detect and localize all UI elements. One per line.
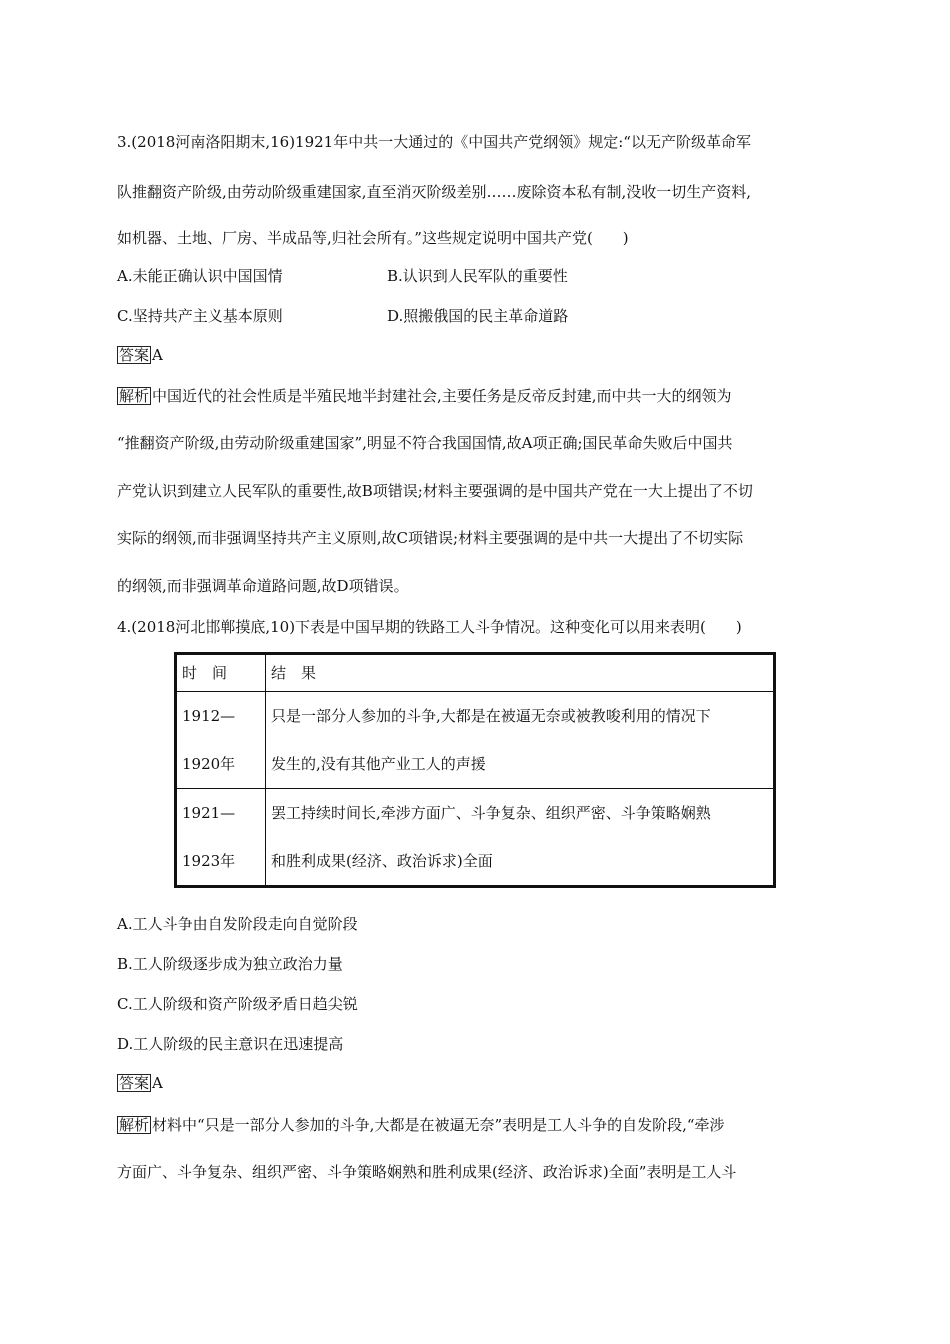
table-cell-time (176, 692, 266, 789)
q3-answer (117, 345, 163, 365)
table-header-time: 时 间 (176, 654, 266, 692)
table-header-result: 结 果 (266, 654, 775, 692)
result-line: 和胜利成果(经济、政治诉求)全面 (271, 852, 493, 870)
table-cell-result (266, 789, 775, 887)
q4-option-b: B.工人阶级逐步成为独立政治力量 (117, 955, 343, 973)
strike-table (174, 652, 776, 888)
q3-stem-line-2: 队推翻资产阶级,由劳动阶级重建国家,直至消灭阶级差别……废除资本私有制,没收一切生产资料, (117, 183, 752, 201)
table-row (176, 692, 775, 789)
q3-answer-value: A (152, 346, 163, 364)
q3-option-c: C.坚持共产主义基本原则 (117, 307, 283, 325)
q3-analysis-line-2: “推翻资产阶级,由劳动阶级重建国家”,明显不符合我国国情,故A项正确;国民革命失败后中国共 (117, 434, 733, 452)
q4-stem-line: 4.(2018河北邯郸摸底,10)下表是中国早期的铁路工人斗争情况。这种变化可以用来表明( ) (117, 618, 742, 636)
table-header-row (176, 654, 775, 692)
answer-tag: 答案 (119, 346, 150, 364)
q3-analysis-line-4: 实际的纲领,而非强调坚持共产主义原则,故C项错误;材料主要强调的是中共一大提出了不切实际 (117, 529, 744, 547)
result-line: 罢工持续时间长,牵涉方面广、斗争复杂、组织严密、斗争策略娴熟 (271, 804, 711, 822)
time-end: 1920年 (182, 755, 236, 773)
table-cell-result (266, 692, 775, 789)
result-line: 发生的,没有其他产业工人的声援 (271, 755, 486, 773)
q3-analysis-line-5: 的纲领,而非强调革命道路问题,故D项错误。 (117, 577, 409, 595)
q4-option-c: C.工人阶级和资产阶级矛盾日趋尖锐 (117, 995, 358, 1013)
q4-option-a: A.工人斗争由自发阶段走向自觉阶段 (117, 915, 358, 933)
time-start: 1921— (182, 804, 236, 822)
q4-analysis-line-2: 方面广、斗争复杂、组织严密、斗争策略娴熟和胜利成果(经济、政治诉求)全面”表明是工人斗 (117, 1163, 737, 1181)
answer-tag: 答案 (119, 1074, 150, 1092)
q3-option-d: D.照搬俄国的民主革命道路 (387, 307, 569, 325)
analysis-tag: 解析 (119, 387, 150, 405)
table-cell-time (176, 789, 266, 887)
q3-analysis-line-1 (117, 386, 732, 406)
q4-analysis-line-1 (117, 1115, 725, 1135)
q3-stem-line-3: 如机器、土地、厂房、半成品等,归社会所有。”这些规定说明中国共产党( ) (117, 229, 629, 247)
q4-analysis-text-1: 材料中“只是一部分人参加的斗争,大都是在被逼无奈”表明是工人斗争的自发阶段,“牵涉 (152, 1116, 725, 1134)
q3-analysis-line-3: 产党认识到建立人民军队的重要性,故B项错误;材料主要强调的是中国共产党在一大上提出了不切 (117, 482, 753, 500)
q4-answer (117, 1073, 163, 1093)
result-line: 只是一部分人参加的斗争,大都是在被逼无奈或被教唆利用的情况下 (271, 707, 711, 725)
q3-stem-line-1: 3.(2018河南洛阳期末,16)1921年中共一大通过的《中国共产党纲领》规定:“以无产阶级革命军 (117, 133, 751, 151)
q3-option-a: A.未能正确认识中国国情 (117, 267, 283, 285)
table-row (176, 789, 775, 887)
q4-answer-value: A (152, 1074, 163, 1092)
time-end: 1923年 (182, 852, 236, 870)
analysis-tag: 解析 (119, 1116, 150, 1134)
q4-option-d: D.工人阶级的民主意识在迅速提高 (117, 1035, 344, 1053)
q3-analysis-text-1: 中国近代的社会性质是半殖民地半封建社会,主要任务是反帝反封建,而中共一大的纲领为 (152, 387, 732, 405)
time-start: 1912— (182, 707, 236, 725)
q3-option-b: B.认识到人民军队的重要性 (387, 267, 568, 285)
